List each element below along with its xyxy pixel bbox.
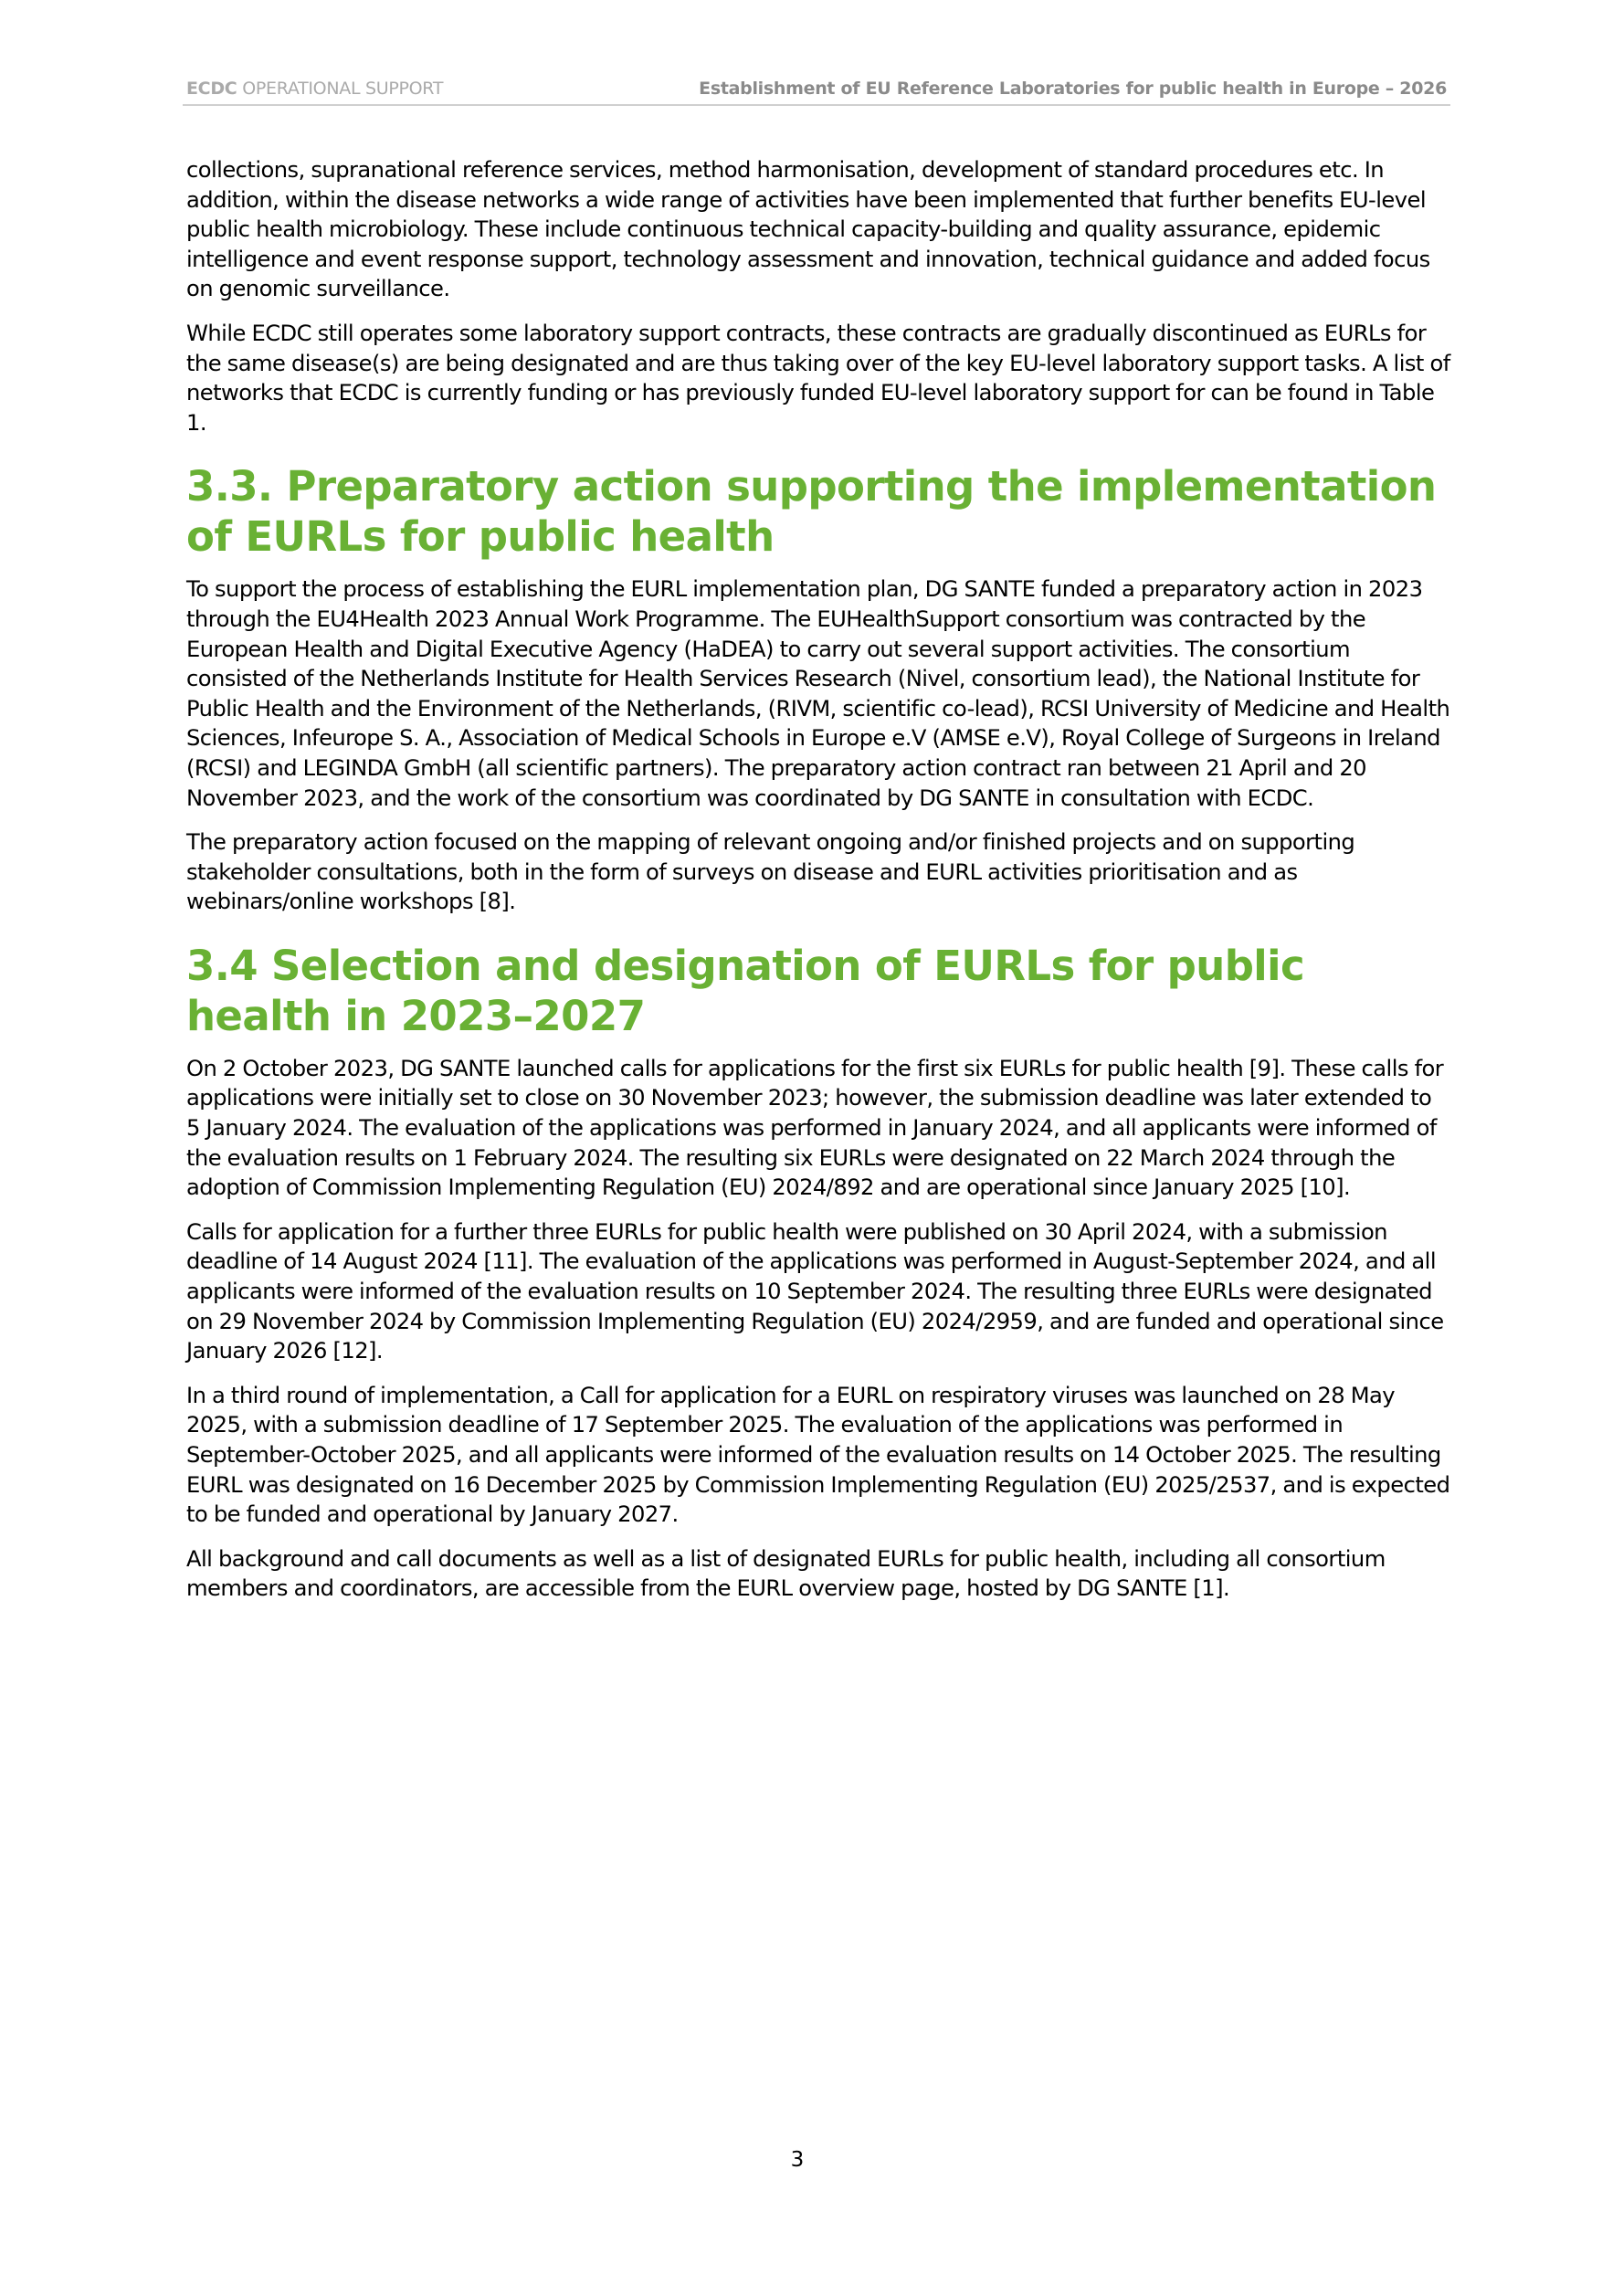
header-org: ECDC: [186, 79, 237, 99]
paragraph: In a third round of implementation, a Call for application for a EURL on respiratory viruses was launched on 28 May 2025, with a submission deadline of 17 September 2025. The evaluation of the applications was performed in September-October 2025, and all applicants were informed of the evaluation results on 14 October 2025. The resulting EURL was designated on 16 December 2025 by Commission Implementing Regulation (EU) 2025/2537, and is expected to be funded and operational by January 2027.: [186, 1382, 1450, 1528]
page-number: 3: [790, 2148, 805, 2172]
running-header: [183, 79, 1450, 106]
page-body: [186, 155, 1450, 1618]
paragraph: collections, supranational reference services, method harmonisation, development of standard procedures etc. In addition, within the disease networks a wide range of activities have been implemented that further benefits EU-level public health microbiology. These include continuous technical capacity-building and quality assurance, epidemic intelligence and event response support, technology assessment and innovation, technical guidance and added focus on genomic surveillance.: [186, 157, 1430, 302]
header-section: OPERATIONAL SUPPORT: [237, 79, 444, 99]
paragraph: Calls for application for a further three EURLs for public health were published on 30 April 2024, with a submission deadline of 14 August 2024 [11]. The evaluation of the applications was performed in August-September 2024, and all applicants were informed of the evaluation results on 10 September 2024. The resulting three EURLs were designated on 29 November 2024 by Commission Implementing Regulation (EU) 2024/2959, and are funded and operational since January 2026 [12].: [186, 1218, 1444, 1364]
paragraph: The preparatory action focused on the mapping of relevant ongoing and/or finished projects and on supporting stakeholder consultations, both in the form of surveys on disease and EURL activities prioritisation and as webinars/online workshops [8].: [186, 829, 1355, 915]
paragraph: All background and call documents as well as a list of designated EURLs for public health, including all consortium members and coordinators, are accessible from the EURL overview page, hosted by DG SANTE [1].: [186, 1545, 1386, 1602]
header-title: Establishment of EU Reference Laboratories for public health in Europe – 2026: [699, 79, 1447, 99]
paragraph: While ECDC still operates some laboratory support contracts, these contracts are gradually discontinued as EURLs for the same disease(s) are being designated and are thus taking over of the key EU-level laboratory support tasks. A list of networks that ECDC is currently funding or has previously funded EU-level laboratory support for can be found in Table 1.: [186, 320, 1450, 436]
paragraph: To support the process of establishing the EURL implementation plan, DG SANTE funded a preparatory action in 2023 through the EU4Health 2023 Annual Work Programme. The EUHealthSupport consortium was contracted by the European Health and Digital Executive Agency (HaDEA) to carry out several support activities. The consortium consisted of the Netherlands Institute for Health Services Research (Nivel, consortium lead), the National Institute for Public Health and the Environment of the Netherlands, (RIVM, scientific co-lead), RCSI University of Medicine and Health Sciences, Infeurope S. A., Association of Medical Schools in Europe e.V (AMSE e.V), Royal College of Surgeons in Ireland (RCSI) and LEGINDA GmbH (all scientific partners). The preparatory action contract ran between 21 April and 20 November 2023, and the work of the consortium was coordinated by DG SANTE in consultation with ECDC.: [186, 576, 1450, 811]
header-left: [186, 79, 443, 99]
section-heading-3-3: 3.3. Preparatory action supporting the implementation of EURLs for public health: [186, 462, 1437, 562]
section-heading-3-4: 3.4 Selection and designation of EURLs for public health in 2023–2027: [186, 941, 1305, 1040]
paragraph: On 2 October 2023, DG SANTE launched calls for applications for the first six EURLs for public health [9]. These calls for applications were initially set to close on 30 November 2023; however, the submission deadline was later extended to 5 January 2024. The evaluation of the applications was performed in January 2024, and all applicants were informed of the evaluation results on 1 February 2024. The resulting six EURLs were designated on 22 March 2024 through the adoption of Commission Implementing Regulation (EU) 2024/892 and are operational since January 2025 [10].: [186, 1055, 1444, 1201]
